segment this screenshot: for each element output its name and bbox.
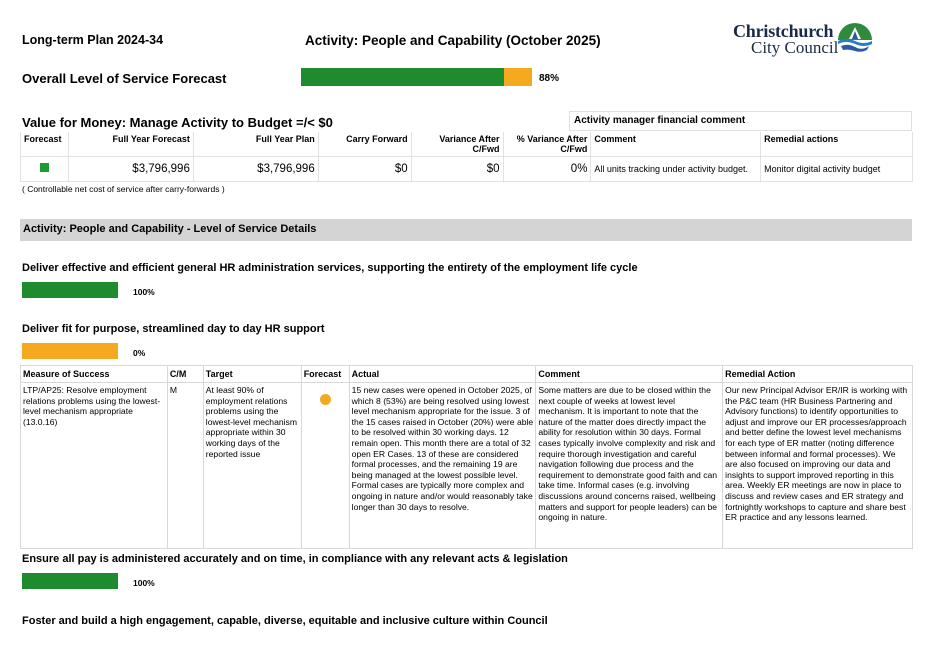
col-full-year-plan: Full Year Plan	[193, 132, 318, 157]
goal-title: Deliver effective and efficient general HR administration services, supporting the entirety of the employment life cycle	[22, 262, 638, 274]
status-amber-dot-icon	[320, 394, 331, 405]
cm-value: M	[167, 383, 203, 549]
col-variance: Variance After C/Fwd	[411, 132, 503, 157]
variance-value: $0	[411, 157, 503, 182]
goal-percent: 100%	[133, 578, 155, 588]
col-remedial: Remedial actions	[761, 132, 913, 157]
actual-text: 15 new cases were opened in October 2025, of which 8 (53%) are being resolved using lowest level mechanism appropriate for the issue. 3 of the 15 cases raised in October (20%) were able to be resolved within 30 working days. 12 remain open. This month there are a total of 32 open ER Cases. 13 of these are considered formal processes, and the remaining 19 are being managed at the lowest possible level. Formal cases are typically more complex and ongoing in nature and/or would reasonably take longer than 30 days to resolve.	[349, 383, 536, 549]
goal-title: Foster and build a high engagement, capable, diverse, equitable and inclusive culture within Council	[22, 615, 548, 627]
measure-table	[20, 365, 913, 549]
vfm-footnote: ( Controllable net cost of service after carry-forwards )	[22, 184, 225, 194]
forecast-status-cell	[301, 383, 349, 549]
col-comment: Comment	[536, 366, 723, 383]
status-green-square-icon	[40, 163, 49, 172]
col-remedial-action: Remedial Action	[723, 366, 913, 383]
overall-forecast-amber-segment	[504, 68, 532, 86]
col-pct-variance: % Variance After C/Fwd	[503, 132, 591, 157]
overall-forecast-percent: 88%	[539, 73, 560, 84]
logo-text-line1: Christchurch	[733, 21, 834, 41]
council-logo	[733, 21, 883, 61]
pct-variance-value: 0%	[503, 157, 591, 182]
financial-comment-heading: Activity manager financial comment	[569, 111, 912, 131]
col-full-year-forecast: Full Year Forecast	[68, 132, 193, 157]
col-forecast: Forecast	[301, 366, 349, 383]
plan-title: Long-term Plan 2024-34	[22, 33, 164, 47]
goal-progress-bar	[22, 343, 118, 359]
measure-table-row	[21, 383, 913, 549]
goal-title: Deliver fit for purpose, streamlined day to day HR support	[22, 323, 325, 335]
goal-progress-bar	[22, 282, 118, 298]
overall-forecast-green-segment	[301, 68, 504, 86]
col-carry-forward: Carry Forward	[318, 132, 411, 157]
forecast-status-cell	[21, 157, 69, 182]
overall-forecast-label: Overall Level of Service Forecast	[22, 71, 227, 86]
measure-text: LTP/AP25: Resolve employment relations problems using the lowest-level mechanism appropriate (13.0.16)	[21, 383, 168, 549]
col-forecast: Forecast	[21, 132, 69, 157]
measure-table-header	[21, 366, 913, 383]
col-comment: Comment	[591, 132, 761, 157]
col-target: Target	[203, 366, 301, 383]
financial-remedial: Monitor digital activity budget	[761, 157, 913, 182]
details-section-heading: Activity: People and Capability - Level of Service Details	[20, 219, 912, 241]
full-year-plan-value: $3,796,996	[193, 157, 318, 182]
goal-progress-bar	[22, 573, 118, 589]
financial-table-header	[21, 132, 913, 157]
logo-text-line2: City Council	[751, 38, 839, 57]
activity-title: Activity: People and Capability (October 2025)	[305, 33, 601, 48]
goal-progress-fill	[22, 573, 118, 589]
financial-comment: All units tracking under activity budget.	[591, 157, 761, 182]
goal-progress-fill	[22, 343, 118, 359]
full-year-forecast-value: $3,796,996	[68, 157, 193, 182]
remedial-action-text: Our new Principal Advisor ER/IR is working with the P&C team (HR Business Partnering and Advisory functions) to identify opportunities to adjust and improve our ER processes/approach and better define the lowest level mechanisms for each type of ER matter (noting difference between informal and formal processes). We are also focused on improving our data and insights to support improved reporting in this area. Weekly ER meetings are now in place to discuss and review cases and ER strategy and fortnightly workshops to capture and share best ER practice and any lessons learned.	[723, 383, 913, 549]
col-actual: Actual	[349, 366, 536, 383]
council-crest-icon	[837, 22, 873, 56]
target-text: At least 90% of employment relations problems using the lowest-level mechanism appropriate within 30 working days of the reported issue	[203, 383, 301, 549]
col-cm: C/M	[167, 366, 203, 383]
goal-progress-fill	[22, 282, 118, 298]
financial-table	[20, 132, 913, 182]
goal-percent: 100%	[133, 287, 155, 297]
goal-percent: 0%	[133, 348, 146, 358]
carry-forward-value: $0	[318, 157, 411, 182]
col-measure: Measure of Success	[21, 366, 168, 383]
goal-title: Ensure all pay is administered accurately and on time, in compliance with any relevant acts & legislation	[22, 553, 568, 565]
financial-table-row	[21, 157, 913, 182]
overall-forecast-bar	[301, 68, 532, 86]
vfm-title: Value for Money: Manage Activity to Budget =/< $0	[22, 115, 333, 130]
comment-text: Some matters are due to be closed within the next couple of weeks at lowest level mechanism. It is important to note that the nature of the matter does directly impact the ability for resolution within 30 days. Formal cases typically involve complexity and risk and require thorough investigation and careful navigation following due process and the requirement to demonstrate good faith and can take time. Informal cases (e.g. involving discussions around concerns raised, wellbeing matters and support for people leaders) can be ongoing in nature.	[536, 383, 723, 549]
